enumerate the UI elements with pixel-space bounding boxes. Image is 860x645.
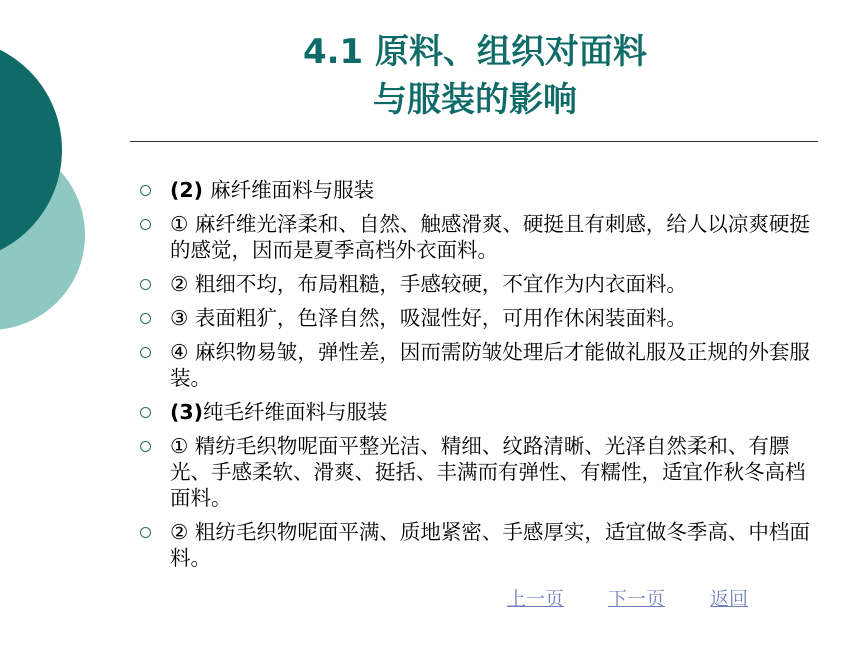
decorative-circles [0, 0, 140, 645]
title-line-1: 4.1 原料、组织对面料 [302, 32, 648, 72]
prev-page-link[interactable]: 上一页 [507, 588, 565, 610]
list-item [140, 211, 820, 263]
bullet-icon [140, 527, 151, 538]
item-text: ① 精纺毛织物呢面平整光洁、精细、纹路清晰、光泽自然柔和、有膘光、手感柔软、滑爽、挺括、丰满而有弹性、有糯性，适宜作秋冬高档面料。 [170, 434, 806, 510]
bullet-icon [140, 219, 151, 230]
bullet-icon [140, 313, 151, 324]
item-text: 麻纤维面料与服装 [210, 178, 375, 202]
item-text: ① 麻纤维光泽柔和、自然、触感滑爽、硬挺且有刺感，给人以凉爽硬挺的感觉，因而是夏季高档外衣面料。 [170, 212, 810, 262]
item-text: ③ 表面粗犷，色泽自然，吸湿性好，可用作休闲装面料。 [170, 306, 687, 330]
back-link[interactable]: 返回 [710, 588, 749, 610]
item-text: ② 粗纺毛织物呢面平满、质地紧密、手感厚实，适宜做冬季高、中档面料。 [170, 520, 810, 570]
list-item [140, 433, 820, 511]
bullet-icon [140, 279, 151, 290]
item-label: (2) [170, 178, 211, 202]
list-item [140, 519, 820, 571]
title-line-2: 与服装的影响 [373, 80, 577, 120]
slide-title [130, 28, 820, 124]
next-page-link[interactable]: 下一页 [608, 588, 666, 610]
item-text: ② 粗细不均，布局粗糙，手感较硬，不宜作为内衣面料。 [170, 272, 687, 296]
item-text: 纯毛纤维面料与服装 [203, 400, 388, 424]
bullet-icon [140, 185, 151, 196]
list-item [140, 177, 820, 203]
bullet-icon [140, 407, 151, 418]
item-label: (3) [170, 400, 204, 424]
list-item [140, 339, 820, 391]
bullet-icon [140, 441, 151, 452]
bullet-list [140, 177, 820, 579]
list-item [140, 399, 820, 425]
item-text: ④ 麻织物易皱，弹性差，因而需防皱处理后才能做礼服及正规的外套服装。 [170, 340, 810, 390]
title-divider [130, 141, 818, 142]
list-item [140, 271, 820, 297]
bullet-icon [140, 347, 151, 358]
list-item [140, 305, 820, 331]
